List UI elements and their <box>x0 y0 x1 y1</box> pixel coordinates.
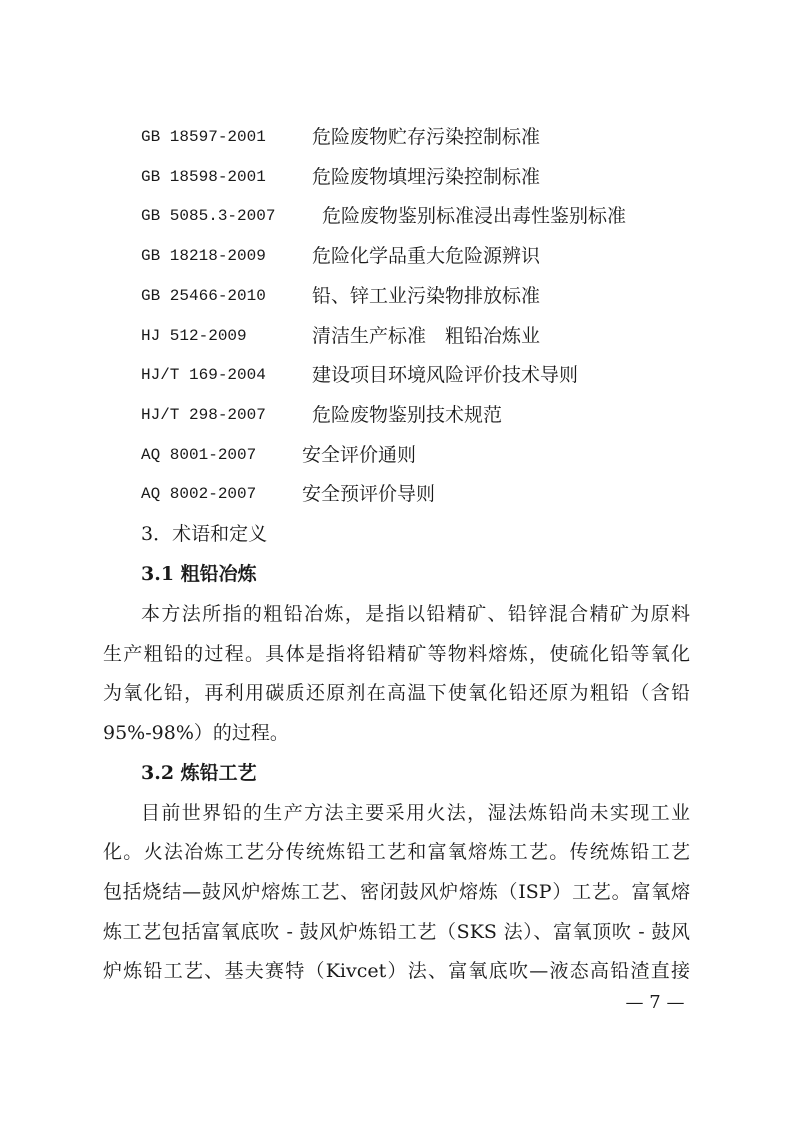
paragraph-line: 为氧化铅，再利用碳质还原剂在高温下使氧化铅还原为粗铅（含铅 <box>103 682 690 704</box>
standard-title: 危险废物鉴别技术规范 <box>312 404 503 426</box>
standard-code: GB 5085.3-2007 <box>141 207 276 225</box>
standard-title: 安全预评价导则 <box>302 483 436 505</box>
subsection-heading: 3.1 粗铅冶炼 <box>141 563 257 585</box>
standard-title: 铅、锌工业污染物排放标准 <box>312 285 541 307</box>
subsection-heading: 3.2 炼铅工艺 <box>141 762 257 784</box>
standard-title: 建设项目环境风险评价技术导则 <box>312 364 579 386</box>
paragraph-line: 本方法所指的粗铅冶炼，是指以铅精矿、铅锌混合精矿为原料 <box>141 603 690 625</box>
standard-code: HJ/T 169-2004 <box>141 366 266 384</box>
paragraph-line: 炉炼铅工艺、基夫赛特（Kivcet）法、富氧底吹—液态高铅渣直接 <box>103 960 690 982</box>
standard-code: AQ 8002-2007 <box>141 485 257 503</box>
paragraph-line: 95%-98%）的过程。 <box>103 722 289 744</box>
standard-code: GB 25466-2010 <box>141 287 266 305</box>
paragraph-line: 目前世界铅的生产方法主要采用火法，湿法炼铅尚未实现工业 <box>141 802 690 824</box>
standard-title: 清洁生产标准 粗铅冶炼业 <box>312 325 541 347</box>
paragraph-line: 化。火法冶炼工艺分传统炼铅工艺和富氧熔炼工艺。传统炼铅工艺 <box>103 841 690 863</box>
standard-title: 危险废物鉴别标准浸出毒性鉴别标准 <box>322 205 627 227</box>
page-number: — 7 — <box>625 992 685 1013</box>
standard-title: 危险化学品重大危险源辨识 <box>312 245 541 267</box>
standard-code: GB 18218-2009 <box>141 247 266 265</box>
standard-code: AQ 8001-2007 <box>141 446 257 464</box>
section-heading: 3．术语和定义 <box>141 523 268 545</box>
standard-code: GB 18598-2001 <box>141 168 266 186</box>
standard-code: HJ/T 298-2007 <box>141 406 266 424</box>
standard-title: 安全评价通则 <box>302 444 417 466</box>
standard-title: 危险废物贮存污染控制标准 <box>312 126 541 148</box>
paragraph-line: 炼工艺包括富氧底吹 - 鼓风炉炼铅工艺（SKS 法）、富氧顶吹 - 鼓风 <box>103 921 690 943</box>
standard-code: HJ 512-2009 <box>141 327 247 345</box>
paragraph-line: 生产粗铅的过程。具体是指将铅精矿等物料熔炼，使硫化铅等氧化 <box>103 643 690 665</box>
standard-code: GB 18597-2001 <box>141 128 266 146</box>
standard-title: 危险废物填埋污染控制标准 <box>312 166 541 188</box>
paragraph-line: 包括烧结—鼓风炉熔炼工艺、密闭鼓风炉熔炼（ISP）工艺。富氧熔 <box>103 881 690 903</box>
